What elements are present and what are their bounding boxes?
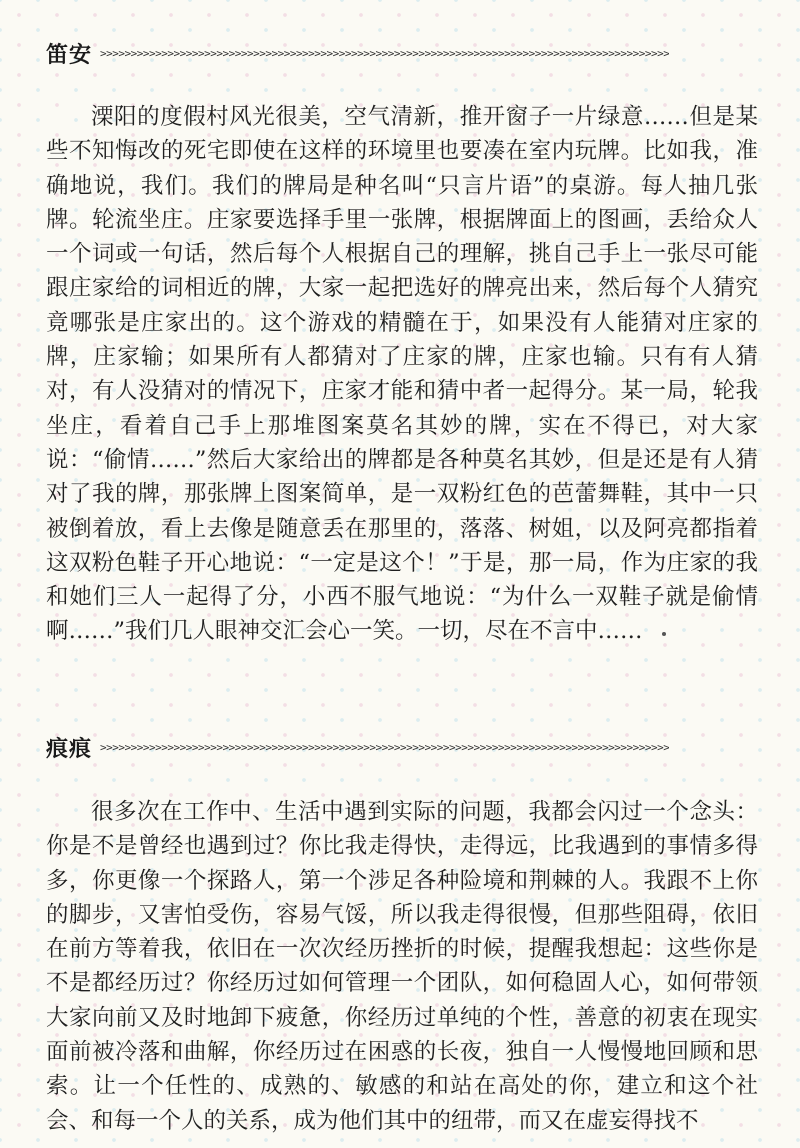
section-title: 痕痕 [46,736,93,762]
section-body-paragraph: 很多次在工作中、生活中遇到实际的问题，我都会闪过一个念头：你是不是曾经也遇到过？你比我走得快，走得远，比我遇到的事情多得多，你更像一个探路人，第一个涉足各种险境和荆棘的人。我跟不上你的脚步，又害怕受伤，容易气馁，所以我走得很慢，但那些阻碍，依旧在前方等着我，依旧在一次次经历挫折的时候，提醒我想起：这些你是不是都经历过？你经历过如何管理一个团队，如何稳固人心，如何带领大家向前又及时地卸下疲惫，你经历过单纯的个性，善意的初衷在现实面前被冷落和曲解，你经历过在困惑的长夜，独自一人慢慢地回顾和思索。让一个任性的、成熟的、敏感的和站在高处的你，建立和这个社会、和每一个人的关系，成为他们其中的纽带，而又在虚妄得找不 [46,799,758,1134]
heading-divider: >>>>>>>>>>>>>>>>>>>>>>>>>>>>>>>>>>>>>>>>>>>>>>>>>>>>>>>>>>>>>>>>>>>>>>>>>>>>>>>>>>>>>>>>>>>>> [100,46,670,60]
section-title: 笛安 [46,42,93,68]
heading-divider: >>>>>>>>>>>>>>>>>>>>>>>>>>>>>>>>>>>>>>>>>>>>>>>>>>>>>>>>>>>>>>>>>>>>>>>>>>>>>>>>>>>>>>>>>>>>> [100,740,670,754]
section-heading-henhen [46,732,786,762]
section-body-paragraph: 溧阳的度假村风光很美，空气清新，推开窗子一片绿意……但是某些不知悔改的死宅即使在这样的环境里也要凑在室内玩牌。比如我，准确地说，我们。我们的牌局是种名叫“只言片语”的桌游。每人抽几张牌。轮流坐庄。庄家要选择手里一张牌，根据牌面上的图画，丢给众人一个词或一句话，然后每个人根据自己的理解，挑自己手上一张尽可能跟庄家给的词相近的牌，大家一起把选好的牌亮出来，然后每个人猜究竟哪张是庄家出的。这个游戏的精髓在于，如果没有人能猜对庄家的牌，庄家输；如果所有人都猜对了庄家的牌，庄家也输。只有有人猜对，有人没猜对的情况下，庄家才能和猜中者一起得分。某一局，轮我坐庄，看着自己手上那堆图案莫名其妙的牌，实在不得已，对大家说：“偷情……”然后大家给出的牌都是各种莫名其妙，但是还是有人猜对了我的牌，那张牌上图案简单，是一双粉红色的芭蕾舞鞋，其中一只被倒着放，看上去像是随意丢在那里的，落落、树姐，以及阿亮都指着这双粉色鞋子开心地说：“一定是这个！”于是，那一局，作为庄家的我和她们三人一起得了分，小西不服气地说：“为什么一双鞋子就是偷情啊……”我们几人眼神交汇会心一笑。一切，尽在不言中…… [46,104,758,645]
section-heading-dian [46,38,786,68]
ink-spot [662,632,666,636]
